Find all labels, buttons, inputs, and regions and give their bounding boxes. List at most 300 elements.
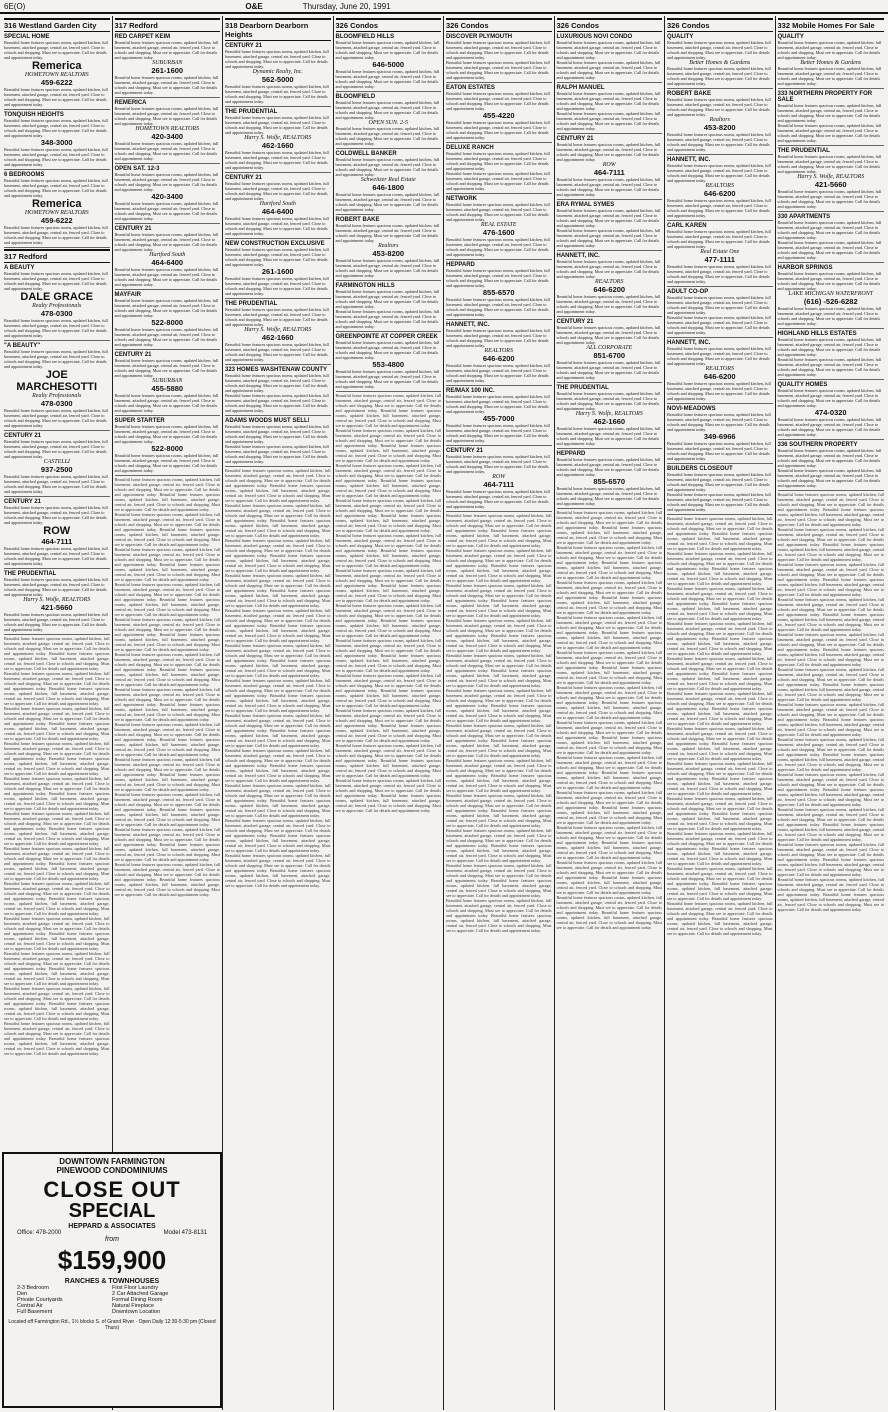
classified-ad <box>446 144 552 194</box>
fine-print: Beautiful home features spacious rooms, updated kitchen, full basement, attached garage, central air, fenced yard. Close to schools and shopping. Must see to appreciate. Call for details and appointment today. Beautiful home features spacious rooms, updated kitchen, full basement, attached garage, central air, fenced yard. Close to schools and shopping. Must see to appreciate. Call for details and appointment today. <box>4 776 110 811</box>
fine-print: Beautiful home features spacious rooms, updated kitchen, full basement, attached garage, central air, fenced yard. Close to schools and shopping. Must see to appreciate. Call for details and appointment today. Beautiful home features spacious rooms, updated kitchen, full basement, attached garage, central air, fenced yard. Close to schools and shopping. Must see to appreciate. Call for details and appointment today. <box>446 758 552 793</box>
classified-ad <box>446 321 552 386</box>
classified-ad <box>778 147 885 212</box>
ad-body: Beautiful home features spacious rooms, updated kitchen, full basement, attached garage, central air, fenced yard. Close to schools and shopping. Must see to appreciate. Call for details and appointment today. <box>335 309 440 329</box>
ad-headline: DELUXE RANCH <box>446 145 494 151</box>
fine-print: Beautiful home features spacious rooms, updated kitchen, full basement, attached garage, central air, fenced yard. Close to schools and shopping. Must see to appreciate. Call for details and appointment today. Beautiful home features spacious rooms, updated kitchen, full basement, attached garage, central air, fenced yard. Close to schools and shopping. Must see to appreciate. Call for details and appointment today. <box>4 811 110 846</box>
ad-headline: ERA RYMAL SYMES <box>556 202 615 208</box>
ad-subline: Schweitzer Real Estate <box>360 177 416 183</box>
ad-body: Beautiful home features spacious rooms, updated kitchen, full basement, attached garage, central air, fenced yard. Close to schools and shopping. Must see to appreciate. Call for details and appointment today. <box>667 97 771 117</box>
fine-print: Beautiful home features spacious rooms, updated kitchen, full basement, attached garage, central air, fenced yard. Close to schools and shopping. Must see to appreciate. Call for details and appointment today. Beautiful home features spacious rooms, updated kitchen, full basement, attached garage, central air, fenced yard. Close to schools and shopping. Must see to appreciate. Call for details and appointment today. <box>335 638 441 673</box>
ad-body: Beautiful home features spacious rooms, updated kitchen, full basement, attached garage, central air, fenced yard. Close to schools and shopping. Must see to appreciate. Call for details and appointment today. <box>556 142 661 162</box>
fine-print: Beautiful home features spacious rooms, updated kitchen, full basement, attached garage, central air, fenced yard. Close to schools and shopping. Must see to appreciate. Call for details and appointment today. Beautiful home features spacious rooms, updated kitchen, full basement, attached garage, central air, fenced yard. Close to schools and shopping. Must see to appreciate. Call for details and appointment today. <box>225 678 331 713</box>
ad-body: Beautiful home features spacious rooms, updated kitchen, full basement, attached garage, central air, fenced yard. Close to schools and shopping. Must see to appreciate. Call for details and appointment today. <box>225 247 329 267</box>
ad-body: Beautiful home features spacious rooms, updated kitchen, full basement, attached garage, central air, fenced yard. Close to schools and shopping. Must see to appreciate. Call for details and appointment today. <box>556 457 661 477</box>
pinewood-promo-ad <box>2 1152 222 1408</box>
ad-subline: Realtors <box>378 243 399 249</box>
ad-headline: CENTURY 21 <box>4 433 42 439</box>
ad-subline: SUBURBAN <box>152 60 183 66</box>
fine-print: Beautiful home features spacious rooms, updated kitchen, full basement, attached garage, central air, fenced yard. Close to schools and shopping. Must see to appreciate. Call for details and appointment today. Beautiful home features spacious rooms, updated kitchen, full basement, attached garage, central air, fenced yard. Close to schools and shopping. Must see to appreciate. Call for details and appointment today. <box>114 512 220 547</box>
ad-body: Beautiful home features spacious rooms, updated kitchen, full basement, attached garage, central air, fenced yard. Close to schools and shopping. Must see to appreciate. Call for details and appointment today. <box>4 147 108 167</box>
column-7 <box>665 16 776 1410</box>
ad-subline: REALTORS <box>705 183 734 189</box>
classified-ad <box>115 165 221 224</box>
ad-headline: RALPH MANUEL <box>556 85 605 91</box>
fine-print: Beautiful home features spacious rooms, updated kitchen, full basement, attached garage, central air, fenced yard. Close to schools and shopping. Must see to appreciate. Call for details and appointment today. Beautiful home features spacious rooms, updated kitchen, full basement, attached garage, central air, fenced yard. Close to schools and shopping. Must see to appreciate. Call for details and appointment today. <box>225 608 331 643</box>
promo-agency: HEPPARD & ASSOCIATES <box>68 1223 156 1230</box>
column-8 <box>776 16 887 1410</box>
fine-print: Beautiful home features spacious rooms, updated kitchen, full basement, attached garage, central air, fenced yard. Close to schools and shopping. Must see to appreciate. Call for details and appointment today. Beautiful home features spacious rooms, updated kitchen, full basement, attached garage, central air, fenced yard. Close to schools and shopping. Must see to appreciate. Call for details and appointment today. <box>114 862 220 897</box>
ad-headline: EATON ESTATES <box>446 85 495 91</box>
ad-body: Beautiful home features spacious rooms, updated kitchen, full basement, attached garage, central air, fenced yard. Close to schools and shopping. Must see to appreciate. Call for details and appointment today. <box>446 489 550 509</box>
fine-print: Beautiful home features spacious rooms, updated kitchen, full basement, attached garage, central air, fenced yard. Close to schools and shopping. Must see to appreciate. Call for details and appointment today. Beautiful home features spacious rooms, updated kitchen, full basement, attached garage, central air, fenced yard. Close to schools and shopping. Must see to appreciate. Call for details and appointment today. <box>667 901 773 936</box>
ad-body: Beautiful home features spacious rooms, updated kitchen, full basement, attached garage, central air, fenced yard. Close to schools and shopping. Must see to appreciate. Call for details and appointment today. <box>556 228 661 248</box>
classified-ad <box>557 318 663 383</box>
fine-print: Beautiful home features spacious rooms, updated kitchen, full basement, attached garage, central air, fenced yard. Close to schools and shopping. Must see to appreciate. Call for details and appointment today. Beautiful home features spacious rooms, updated kitchen, full basement, attached garage, central air, fenced yard. Close to schools and shopping. Must see to appreciate. Call for details and appointment today. <box>667 691 773 726</box>
ad-body: Beautiful home features spacious rooms, updated kitchen, full basement, attached garage, central air, fenced yard. Close to schools and shopping. Must see to appreciate. Call for details and appointment today. <box>777 103 882 123</box>
ad-brand: Remerica <box>31 60 82 72</box>
fine-print: Beautiful home features spacious rooms, updated kitchen, full basement, attached garage, central air, fenced yard. Close to schools and shopping. Must see to appreciate. Call for details and appointment today. Beautiful home features spacious rooms, updated kitchen, full basement, attached garage, central air, fenced yard. Close to schools and shopping. Must see to appreciate. Call for details and appointment today. <box>667 831 773 866</box>
ad-body: Beautiful home features spacious rooms, updated kitchen, full basement, attached garage, central air, fenced yard. Close to schools and shopping. Must see to appreciate. Call for details and appointment today. <box>667 412 771 432</box>
fine-print: Beautiful home features spacious rooms, updated kitchen, full basement, attached garage, central air, fenced yard. Close to schools and shopping. Must see to appreciate. Call for details and appointment today. Beautiful home features spacious rooms, updated kitchen, full basement, attached garage, central air, fenced yard. Close to schools and shopping. Must see to appreciate. Call for details and appointment today. <box>556 650 662 685</box>
classified-ad <box>115 99 221 164</box>
fine-print: Beautiful home features spacious rooms, updated kitchen, full basement, attached garage, central air, fenced yard. Close to schools and shopping. Must see to appreciate. Call for details and appointment today. Beautiful home features spacious rooms, updated kitchen, full basement, attached garage, central air, fenced yard. Close to schools and shopping. Must see to appreciate. Call for details and appointment today. <box>225 503 331 538</box>
ad-headline: THE PRUDENTIAL <box>4 571 57 577</box>
ad-subline: REALTORS <box>705 366 734 372</box>
classified-ad <box>446 447 552 512</box>
fine-print: Beautiful home features spacious rooms, updated kitchen, full basement, attached garage, central air, fenced yard. Close to schools and shopping. Must see to appreciate. Call for details and appointment today. Beautiful home features spacious rooms, updated kitchen, full basement, attached garage, central air, fenced yard. Close to schools and shopping. Must see to appreciate. Call for details and appointment today. <box>777 772 884 807</box>
ad-body: Beautiful home features spacious rooms, updated kitchen, full basement, attached garage, central air, fenced yard. Close to schools and shopping. Must see to appreciate. Call for details and appointment today. <box>667 198 771 218</box>
classified-ad <box>115 417 221 476</box>
ad-headline: HEPPARD <box>556 451 586 457</box>
ad-headline: OPEN SAT. 12-3 <box>114 166 160 172</box>
classified-ad <box>778 33 885 89</box>
ad-phone: 421-5660 <box>814 180 847 189</box>
fine-print: Beautiful home features spacious rooms, updated kitchen, full basement, attached garage, central air, fenced yard. Close to schools and shopping. Must see to appreciate. Call for details and appointment today. Beautiful home features spacious rooms, updated kitchen, full basement, attached garage, central air, fenced yard. Close to schools and shopping. Must see to appreciate. Call for details and appointment today. <box>114 792 220 827</box>
ad-headline: SUPER STARTER <box>114 418 165 424</box>
promo-price: $159,900 <box>57 1245 167 1275</box>
ad-phone: 462-1660 <box>593 417 626 426</box>
fine-print: Beautiful home features spacious rooms, updated kitchen, full basement, attached garage, central air, fenced yard. Close to schools and shopping. Must see to appreciate. Call for details and appointment today. Beautiful home features spacious rooms, updated kitchen, full basement, attached garage, central air, fenced yard. Close to schools and shopping. Must see to appreciate. Call for details and appointment today. <box>335 533 441 568</box>
issue-date: Thursday, June 20, 1991 <box>302 1 391 11</box>
ad-subline: Harry S. Wolfe, REALTORS <box>797 174 865 180</box>
fine-print: Beautiful home features spacious rooms, updated kitchen, full basement, attached garage, central air, fenced yard. Close to schools and shopping. Must see to appreciate. Call for details and appointment today. Beautiful home features spacious rooms, updated kitchen, full basement, attached garage, central air, fenced yard. Close to schools and shopping. Must see to appreciate. Call for details and appointment today. <box>4 916 110 951</box>
ad-phone: 646-5000 <box>372 60 405 69</box>
ad-subline: Hartford South <box>259 201 296 207</box>
classified-ad <box>446 33 552 83</box>
ad-headline: QUALITY <box>667 34 694 40</box>
ad-headline: ROBERT BAKE <box>335 217 380 223</box>
ad-subline: Better Homes & Gardens <box>800 60 862 66</box>
ad-body: Beautiful home features spacious rooms, updated kitchen, full basement, attached garage, central air, fenced yard. Close to schools and shopping. Must see to appreciate. Call for details and appointment today. <box>446 171 550 191</box>
ad-headline: DISCOVER PLYMOUTH <box>446 34 513 40</box>
ad-body: Beautiful home features spacious rooms, updated kitchen, full basement, attached garage, central air, fenced yard. Close to schools and shopping. Must see to appreciate. Call for details and appointment today. <box>446 120 550 140</box>
ad-phone: 349-6966 <box>703 432 736 441</box>
fine-print: Beautiful home features spacious rooms, updated kitchen, full basement, attached garage, central air, fenced yard. Close to schools and shopping. Must see to appreciate. Call for details and appointment today. Beautiful home features spacious rooms, updated kitchen, full basement, attached garage, central air, fenced yard. Close to schools and shopping. Must see to appreciate. Call for details and appointment today. <box>556 755 662 790</box>
ad-subline: REAL ESTATE <box>480 222 517 228</box>
classified-ad <box>4 498 110 569</box>
fine-print: Beautiful home features spacious rooms, updated kitchen, full basement, attached garage, central air, fenced yard. Close to schools and shopping. Must see to appreciate. Call for details and appointment today. Beautiful home features spacious rooms, updated kitchen, full basement, attached garage, central air, fenced yard. Close to schools and shopping. Must see to appreciate. Call for details and appointment today. <box>556 895 662 930</box>
ad-body: Beautiful home features spacious rooms, updated kitchen, full basement, attached garage, central air, fenced yard. Close to schools and shopping. Must see to appreciate. Call for details and appointment today. <box>225 373 329 393</box>
ad-body: Beautiful home features spacious rooms, updated kitchen, full basement, attached garage, central air, fenced yard. Close to schools and shopping. Must see to appreciate. Call for details and appointment today. <box>556 360 661 380</box>
ad-body: Beautiful home features spacious rooms, updated kitchen, full basement, attached garage, central air, fenced yard. Close to schools and shopping. Must see to appreciate. Call for details and appointment today. <box>4 439 108 459</box>
classified-ad <box>778 381 885 440</box>
classified-ad <box>336 333 442 392</box>
classified-ad <box>557 84 663 134</box>
ad-body: Beautiful home features spacious rooms, updated kitchen, full basement, attached garage, central air, fenced yard. Close to schools and shopping. Must see to appreciate. Call for details and appointment today. <box>225 393 329 413</box>
ad-body: Beautiful home features spacious rooms, updated kitchen, full basement, attached garage, central air, fenced yard. Close to schools and shopping. Must see to appreciate. Call for details and appointment today. <box>335 157 440 177</box>
ad-headline: 330 APARTMENTS <box>777 214 831 220</box>
ad-body: Beautiful home features spacious rooms, updated kitchen, full basement, attached garage, central air, fenced yard. Close to schools and shopping. Must see to appreciate. Call for details and appointment today. <box>777 357 882 377</box>
fine-print: Beautiful home features spacious rooms, updated kitchen, full basement, attached garage, central air, fenced yard. Close to schools and shopping. Must see to appreciate. Call for details and appointment today. Beautiful home features spacious rooms, updated kitchen, full basement, attached garage, central air, fenced yard. Close to schools and shopping. Must see to appreciate. Call for details and appointment today. <box>556 720 662 755</box>
fine-print: Beautiful home features spacious rooms, updated kitchen, full basement, attached garage, central air, fenced yard. Close to schools and shopping. Must see to appreciate. Call for details and appointment today. Beautiful home features spacious rooms, updated kitchen, full basement, attached garage, central air, fenced yard. Close to schools and shopping. Must see to appreciate. Call for details and appointment today. <box>667 621 773 656</box>
ad-phone: 420-3400 <box>151 192 184 201</box>
ad-subline: CASTELLI <box>43 459 70 465</box>
classified-ad <box>557 252 663 317</box>
ad-body: Beautiful home features spacious rooms, updated kitchen, full basement, attached garage, central air, fenced yard. Close to schools and shopping. Must see to appreciate. Call for details and appointment today. <box>114 172 219 192</box>
ad-headline: HANNETT, INC. <box>556 253 600 259</box>
ad-headline: A BEAUTY <box>4 265 35 271</box>
fine-print: Beautiful home features spacious rooms, updated kitchen, full basement, attached garage, central air, fenced yard. Close to schools and shopping. Must see to appreciate. Call for details and appointment today. Beautiful home features spacious rooms, updated kitchen, full basement, attached garage, central air, fenced yard. Close to schools and shopping. Must see to appreciate. Call for details and appointment today. <box>225 818 331 853</box>
ad-subline: Better Homes & Gardens <box>689 60 751 66</box>
ad-headline: COLDWELL BANKER <box>335 151 397 157</box>
ad-phone: 464-7111 <box>483 480 515 489</box>
fine-print: Beautiful home features spacious rooms, updated kitchen, full basement, attached garage, central air, fenced yard. Close to schools and shopping. Must see to appreciate. Call for details and appointment today. Beautiful home features spacious rooms, updated kitchen, full basement, attached garage, central air, fenced yard. Close to schools and shopping. Must see to appreciate. Call for details and appointment today. <box>114 757 220 792</box>
ad-subline: Real Estate One <box>700 249 740 255</box>
ad-body: Beautiful home features spacious rooms, updated kitchen, full basement, attached garage, central air, fenced yard. Close to schools and shopping. Must see to appreciate. Call for details and appointment today. <box>556 91 661 111</box>
ad-headline: ADULT CO-OP <box>667 289 709 295</box>
promo-amenity: Downtown Location <box>112 1309 161 1315</box>
fine-print: Beautiful home features spacious rooms, updated kitchen, full basement, attached garage, central air, fenced yard. Close to schools and shopping. Must see to appreciate. Call for details and appointment today. Beautiful home features spacious rooms, updated kitchen, full basement, attached garage, central air, fenced yard. Close to schools and shopping. Must see to appreciate. Call for details and appointment today. <box>446 828 552 863</box>
classified-ad <box>336 93 442 149</box>
ad-body: Beautiful home features spacious rooms, updated kitchen, full basement, attached garage, central air, fenced yard. Close to schools and shopping. Must see to appreciate. Call for details and appointment today. <box>4 225 108 245</box>
ad-body: Beautiful home features spacious rooms, updated kitchen, full basement, attached garage, central air, fenced yard. Close to schools and shopping. Must see to appreciate. Call for details and appointment today. <box>777 337 882 357</box>
ad-headline: 6 BEDROOMS <box>4 172 45 178</box>
ad-phone: 261-1600 <box>261 267 294 276</box>
ad-phone: 455-7000 <box>482 414 515 423</box>
promo-from: from <box>105 1236 119 1243</box>
fine-print: Beautiful home features spacious rooms, updated kitchen, full basement, attached garage, central air, fenced yard. Close to schools and shopping. Must see to appreciate. Call for details and appointment today. Beautiful home features spacious rooms, updated kitchen, full basement, attached garage, central air, fenced yard. Close to schools and shopping. Must see to appreciate. Call for details and appointment today. <box>225 573 331 608</box>
fine-print: Beautiful home features spacious rooms, updated kitchen, full basement, attached garage, central air, fenced yard. Close to schools and shopping. Must see to appreciate. Call for details and appointment today. Beautiful home features spacious rooms, updated kitchen, full basement, attached garage, central air, fenced yard. Close to schools and shopping. Must see to appreciate. Call for details and appointment today. <box>114 617 220 652</box>
ad-body: Beautiful home features spacious rooms, updated kitchen, full basement, attached garage, central air, fenced yard. Close to schools and shopping. Must see to appreciate. Call for details and appointment today. <box>446 151 550 171</box>
promo-amenities <box>7 1285 217 1315</box>
classified-ad <box>446 387 552 446</box>
ad-phone: 459-6222 <box>40 78 73 87</box>
ad-body: Beautiful home features spacious rooms, updated kitchen, full basement, attached garage, central air, fenced yard. Close to schools and shopping. Must see to appreciate. Call for details and appointment today. <box>667 381 771 401</box>
fine-print: Beautiful home features spacious rooms, updated kitchen, full basement, attached garage, central air, fenced yard. Close to schools and shopping. Must see to appreciate. Call for details and appointment today. Beautiful home features spacious rooms, updated kitchen, full basement, attached garage, central air, fenced yard. Close to schools and shopping. Must see to appreciate. Call for details and appointment today. <box>777 667 884 702</box>
ad-headline: SPECIAL HOME <box>4 34 50 40</box>
classified-ad <box>4 264 110 341</box>
ad-headline: 323 HOMES WASHTENAW COUNTY <box>225 367 328 373</box>
ad-headline: HANNETT, INC. <box>446 322 490 328</box>
ad-headline: BLOOMFIELD <box>335 94 376 100</box>
ad-body: Beautiful home features spacious rooms, updated kitchen, full basement, attached garage, central air, fenced yard. Close to schools and shopping. Must see to appreciate. Call for details and appointment today. <box>556 325 661 345</box>
ad-headline: HARBOR SPRINGS <box>777 265 833 271</box>
ad-phone: 464-6400 <box>261 207 294 216</box>
promo-amenity: Full Basement <box>17 1309 53 1315</box>
fine-print: Beautiful home features spacious rooms, updated kitchen, full basement, attached garage, central air, fenced yard. Close to schools and shopping. Must see to appreciate. Call for details and appointment today. Beautiful home features spacious rooms, updated kitchen, full basement, attached garage, central air, fenced yard. Close to schools and shopping. Must see to appreciate. Call for details and appointment today. <box>335 463 441 498</box>
ad-body: Beautiful home features spacious rooms, updated kitchen, full basement, attached garage, central air, fenced yard. Close to schools and shopping. Must see to appreciate. Call for details and appointment today. <box>114 141 219 161</box>
page-number: 6E(O) <box>4 1 26 11</box>
ad-phone: 562-5000 <box>261 75 294 84</box>
ad-body: Beautiful home features spacious rooms, updated kitchen, full basement, attached garage, central air, fenced yard. Close to schools and shopping. Must see to appreciate. Call for details and appointment today. <box>777 306 882 326</box>
ad-subline: SUBURBAN <box>152 378 183 384</box>
fine-print: Beautiful home features spacious rooms, updated kitchen, full basement, attached garage, central air, fenced yard. Close to schools and shopping. Must see to appreciate. Call for details and appointment today. Beautiful home features spacious rooms, updated kitchen, full basement, attached garage, central air, fenced yard. Close to schools and shopping. Must see to appreciate. Call for details and appointment today. <box>667 516 773 551</box>
fine-print: Beautiful home features spacious rooms, updated kitchen, full basement, attached garage, central air, fenced yard. Close to schools and shopping. Must see to appreciate. Call for details and appointment today. Beautiful home features spacious rooms, updated kitchen, full basement, attached garage, central air, fenced yard. Close to schools and shopping. Must see to appreciate. Call for details and appointment today. <box>446 793 552 828</box>
ad-phone: 464-7111 <box>41 537 73 546</box>
ad-body: Beautiful home features spacious rooms, updated kitchen, full basement, attached garage, central air, fenced yard. Close to schools and shopping. Must see to appreciate. Call for details and appointment today. <box>777 123 882 143</box>
ad-headline: THE PRUDENTIAL <box>225 301 278 307</box>
ad-body: Beautiful home features spacious rooms, updated kitchen, full basement, attached garage, central air, fenced yard. Close to schools and shopping. Must see to appreciate. Call for details and appointment today. <box>556 208 661 228</box>
ad-phone: 455-5880 <box>151 384 184 393</box>
ad-body: Beautiful home features spacious rooms, updated kitchen, full basement, attached garage, central air, fenced yard. Close to schools and shopping. Must see to appreciate. Call for details and appointment today. <box>446 91 550 111</box>
ad-body: Beautiful home features spacious rooms, updated kitchen, full basement, attached garage, central air, fenced yard. Close to schools and shopping. Must see to appreciate. Call for details and appointment today. <box>777 417 882 437</box>
fine-print: Beautiful home features spacious rooms, updated kitchen, full basement, attached garage, central air, fenced yard. Close to schools and shopping. Must see to appreciate. Call for details and appointment today. Beautiful home features spacious rooms, updated kitchen, full basement, attached garage, central air, fenced yard. Close to schools and shopping. Must see to appreciate. Call for details and appointment today. <box>667 866 773 901</box>
ad-body: Beautiful home features spacious rooms, updated kitchen, full basement, attached garage, central air, fenced yard. Close to schools and shopping. Must see to appreciate. Call for details and appointment today. <box>335 258 440 278</box>
ad-body: Beautiful home features spacious rooms, updated kitchen, full basement, attached garage, central air, fenced yard. Close to schools and shopping. Must see to appreciate. Call for details and appointment today. <box>335 192 440 212</box>
classified-ad <box>667 33 773 89</box>
ad-headline: MAYFAIR <box>114 292 141 298</box>
section-heading: 317 Redford <box>4 249 110 263</box>
fine-print: Beautiful home features spacious rooms, updated kitchen, full basement, attached garage, central air, fenced yard. Close to schools and shopping. Must see to appreciate. Call for details and appointment today. Beautiful home features spacious rooms, updated kitchen, full basement, attached garage, central air, fenced yard. Close to schools and shopping. Must see to appreciate. Call for details and appointment today. <box>4 671 110 706</box>
ad-body: Beautiful home features spacious rooms, updated kitchen, full basement, attached garage, central air, fenced yard. Close to schools and shopping. Must see to appreciate. Call for details and appointment today. <box>114 40 219 60</box>
promo-line2: PINEWOOD CONDOMINIUMS <box>56 1166 168 1175</box>
ad-body: Beautiful home features spacious rooms, updated kitchen, full basement, attached garage, central air, fenced yard. Close to schools and shopping. Must see to appreciate. Call for details and appointment today. <box>335 100 440 120</box>
ad-body: Beautiful home features spacious rooms, updated kitchen, full basement, attached garage, central air, fenced yard. Close to schools and shopping. Must see to appreciate. Call for details and appointment today. <box>114 327 219 347</box>
classified-ad <box>115 225 221 290</box>
ad-phone: 522-8000 <box>151 318 184 327</box>
classified-ad <box>4 570 110 635</box>
classified-ad <box>667 222 773 287</box>
ad-body: Beautiful home features spacious rooms, updated kitchen, full basement, attached garage, central air, fenced yard. Close to schools and shopping. Must see to appreciate. Call for details and appointment today. <box>114 267 219 287</box>
ad-phone: 474-0320 <box>814 408 847 417</box>
ad-headline: NEW CONSTRUCTION EXCLUSIVE <box>225 241 325 247</box>
ad-body: Beautiful home features spacious rooms, updated kitchen, full basement, attached garage, central air, fenced yard. Close to schools and shopping. Must see to appreciate. Call for details and appointment today. <box>114 453 219 473</box>
ad-body: Beautiful home features spacious rooms, updated kitchen, full basement, attached garage, central air, fenced yard. Close to schools and shopping. Must see to appreciate. Call for details and appointment today. <box>667 472 771 492</box>
fine-print: Beautiful home features spacious rooms, updated kitchen, full basement, attached garage, central air, fenced yard. Close to schools and shopping. Must see to appreciate. Call for details and appointment today. Beautiful home features spacious rooms, updated kitchen, full basement, attached garage, central air, fenced yard. Close to schools and shopping. Must see to appreciate. Call for details and appointment today. <box>446 688 552 723</box>
ad-body: Beautiful home features spacious rooms, updated kitchen, full basement, attached garage, central air, fenced yard. Close to schools and shopping. Must see to appreciate. Call for details and appointment today. <box>335 40 440 60</box>
ad-body: Beautiful home features spacious rooms, updated kitchen, full basement, attached garage, central air, fenced yard. Close to schools and shopping. Must see to appreciate. Call for details and appointment today. <box>4 40 108 60</box>
classified-ad <box>4 171 110 248</box>
ad-body: Beautiful home features spacious rooms, updated kitchen, full basement, attached garage, central air, fenced yard. Close to schools and shopping. Must see to appreciate. Call for details and appointment today. <box>667 163 771 183</box>
ad-headline: CENTURY 21 <box>225 43 263 49</box>
ad-headline: QUALITY HOMES <box>777 382 828 388</box>
promo-amenity: Den <box>17 1291 28 1297</box>
fine-print: Beautiful home features spacious rooms, updated kitchen, full basement, attached garage, central air, fenced yard. Close to schools and shopping. Must see to appreciate. Call for details and appointment today. Beautiful home features spacious rooms, updated kitchen, full basement, attached garage, central air, fenced yard. Close to schools and shopping. Must see to appreciate. Call for details and appointment today. <box>114 722 220 757</box>
section-heading: 318 Dearborn Dearborn Heights <box>225 18 331 41</box>
fine-print: Beautiful home features spacious rooms, updated kitchen, full basement, attached garage, central air, fenced yard. Close to schools and shopping. Must see to appreciate. Call for details and appointment today. Beautiful home features spacious rooms, updated kitchen, full basement, attached garage, central air, fenced yard. Close to schools and shopping. Must see to appreciate. Call for details and appointment today. <box>4 986 110 1021</box>
classified-ad <box>667 288 773 338</box>
ad-body: Beautiful home features spacious rooms, updated kitchen, full basement, attached garage, central air, fenced yard. Close to schools and shopping. Must see to appreciate. Call for details and appointment today. <box>114 201 219 221</box>
ad-body: Beautiful home features spacious rooms, updated kitchen, full basement, attached garage, central air, fenced yard. Close to schools and shopping. Must see to appreciate. Call for details and appointment today. <box>335 126 440 146</box>
ad-body: Beautiful home features spacious rooms, updated kitchen, full basement, attached garage, central air, fenced yard. Close to schools and shopping. Must see to appreciate. Call for details and appointment today. <box>667 295 771 315</box>
fine-print: Beautiful home features spacious rooms, updated kitchen, full basement, attached garage, central air, fenced yard. Close to schools and shopping. Must see to appreciate. Call for details and appointment today. Beautiful home features spacious rooms, updated kitchen, full basement, attached garage, central air, fenced yard. Close to schools and shopping. Must see to appreciate. Call for details and appointment today. <box>335 743 441 778</box>
ad-brand: ROW <box>43 525 71 537</box>
ad-phone: 348-3000 <box>40 138 73 147</box>
ad-body: Beautiful home features spacious rooms, updated kitchen, full basement, attached garage, central air, fenced yard. Close to schools and shopping. Must see to appreciate. Call for details and appointment today. <box>114 358 219 378</box>
ad-headline: CENTURY 21 <box>114 226 152 232</box>
fine-print: Beautiful home features spacious rooms, updated kitchen, full basement, attached garage, central air, fenced yard. Close to schools and shopping. Must see to appreciate. Call for details and appointment today. Beautiful home features spacious rooms, updated kitchen, full basement, attached garage, central air, fenced yard. Close to schools and shopping. Must see to appreciate. Call for details and appointment today. <box>777 877 884 912</box>
fine-print: Beautiful home features spacious rooms, updated kitchen, full basement, attached garage, central air, fenced yard. Close to schools and shopping. Must see to appreciate. Call for details and appointment today. Beautiful home features spacious rooms, updated kitchen, full basement, attached garage, central air, fenced yard. Close to schools and shopping. Must see to appreciate. Call for details and appointment today. <box>777 562 884 597</box>
fine-print: Beautiful home features spacious rooms, updated kitchen, full basement, attached garage, central air, fenced yard. Close to schools and shopping. Must see to appreciate. Call for details and appointment today. Beautiful home features spacious rooms, updated kitchen, full basement, attached garage, central air, fenced yard. Close to schools and shopping. Must see to appreciate. Call for details and appointment today. <box>446 653 552 688</box>
fine-print: Beautiful home features spacious rooms, updated kitchen, full basement, attached garage, central air, fenced yard. Close to schools and shopping. Must see to appreciate. Call for details and appointment today. Beautiful home features spacious rooms, updated kitchen, full basement, attached garage, central air, fenced yard. Close to schools and shopping. Must see to appreciate. Call for details and appointment today. <box>114 547 220 582</box>
fine-print: Beautiful home features spacious rooms, updated kitchen, full basement, attached garage, central air, fenced yard. Close to schools and shopping. Must see to appreciate. Call for details and appointment today. Beautiful home features spacious rooms, updated kitchen, full basement, attached garage, central air, fenced yard. Close to schools and shopping. Must see to appreciate. Call for details and appointment today. <box>777 632 884 667</box>
classified-ad <box>778 330 885 380</box>
fine-print: Beautiful home features spacious rooms, updated kitchen, full basement, attached garage, central air, fenced yard. Close to schools and shopping. Must see to appreciate. Call for details and appointment today. Beautiful home features spacious rooms, updated kitchen, full basement, attached garage, central air, fenced yard. Close to schools and shopping. Must see to appreciate. Call for details and appointment today. <box>4 706 110 741</box>
classified-ad <box>778 213 885 263</box>
ad-phone: 453-8200 <box>703 123 736 132</box>
classified-ad <box>336 216 442 281</box>
ad-body: Beautiful home features spacious rooms, updated kitchen, full basement, attached garage, central air, fenced yard. Close to schools and shopping. Must see to appreciate. Call for details and appointment today. <box>667 132 771 152</box>
fine-print: Beautiful home features spacious rooms, updated kitchen, full basement, attached garage, central air, fenced yard. Close to schools and shopping. Must see to appreciate. Call for details and appointment today. Beautiful home features spacious rooms, updated kitchen, full basement, attached garage, central air, fenced yard. Close to schools and shopping. Must see to appreciate. Call for details and appointment today. <box>777 842 884 877</box>
paper-name: O&E <box>245 1 263 11</box>
classified-ad <box>115 291 221 350</box>
ad-headline: CENTURY 21 <box>446 448 484 454</box>
fine-print: Beautiful home features spacious rooms, updated kitchen, full basement, attached garage, central air, fenced yard. Close to schools and shopping. Must see to appreciate. Call for details and appointment today. Beautiful home features spacious rooms, updated kitchen, full basement, attached garage, central air, fenced yard. Close to schools and shopping. Must see to appreciate. Call for details and appointment today. <box>4 1021 110 1056</box>
ad-phone: 646-6200 <box>482 354 515 363</box>
ad-body: Beautiful home features spacious rooms, updated kitchen, full basement, attached garage, central air, fenced yard. Close to schools and shopping. Must see to appreciate. Call for details and appointment today. <box>446 454 550 474</box>
fine-print: Beautiful home features spacious rooms, updated kitchen, full basement, attached garage, central air, fenced yard. Close to schools and shopping. Must see to appreciate. Call for details and appointment today. Beautiful home features spacious rooms, updated kitchen, full basement, attached garage, central air, fenced yard. Close to schools and shopping. Must see to appreciate. Call for details and appointment today. <box>446 618 552 653</box>
ad-subline: HOMETOWN REALTORS <box>24 210 89 216</box>
column-3 <box>223 16 334 1410</box>
ad-body: Beautiful home features spacious rooms, updated kitchen, full basement, attached garage, central air, fenced yard. Close to schools and shopping. Must see to appreciate. Call for details and appointment today. <box>4 318 108 338</box>
fine-print: Beautiful home features spacious rooms, updated kitchen, full basement, attached garage, central air, fenced yard. Close to schools and shopping. Must see to appreciate. Call for details and appointment today. Beautiful home features spacious rooms, updated kitchen, full basement, attached garage, central air, fenced yard. Close to schools and shopping. Must see to appreciate. Call for details and appointment today. <box>4 846 110 881</box>
classified-ad <box>336 282 442 332</box>
fine-print: Beautiful home features spacious rooms, updated kitchen, full basement, attached garage, central air, fenced yard. Close to schools and shopping. Must see to appreciate. Call for details and appointment today. Beautiful home features spacious rooms, updated kitchen, full basement, attached garage, central air, fenced yard. Close to schools and shopping. Must see to appreciate. Call for details and appointment today. <box>335 778 441 813</box>
fine-print: Beautiful home features spacious rooms, updated kitchen, full basement, attached garage, central air, fenced yard. Close to schools and shopping. Must see to appreciate. Call for details and appointment today. Beautiful home features spacious rooms, updated kitchen, full basement, attached garage, central air, fenced yard. Close to schools and shopping. Must see to appreciate. Call for details and appointment today. <box>225 783 331 818</box>
section-heading: 326 Condos <box>557 18 663 32</box>
ad-body: Beautiful home features spacious rooms, updated kitchen, full basement, attached garage, central air, fenced yard. Close to schools and shopping. Must see to appreciate. Call for details and appointment today. <box>335 69 440 89</box>
classified-ad <box>336 33 442 92</box>
fine-print: Beautiful home features spacious rooms, updated kitchen, full basement, attached garage, central air, fenced yard. Close to schools and shopping. Must see to appreciate. Call for details and appointment today. Beautiful home features spacious rooms, updated kitchen, full basement, attached garage, central air, fenced yard. Close to schools and shopping. Must see to appreciate. Call for details and appointment today. <box>4 881 110 916</box>
ad-body: Beautiful home features spacious rooms, updated kitchen, full basement, attached garage, central air, fenced yard. Close to schools and shopping. Must see to appreciate. Call for details and appointment today. <box>446 237 550 257</box>
fine-print: Beautiful home features spacious rooms, updated kitchen, full basement, attached garage, central air, fenced yard. Close to schools and shopping. Must see to appreciate. Call for details and appointment today. Beautiful home features spacious rooms, updated kitchen, full basement, attached garage, central air, fenced yard. Close to schools and shopping. Must see to appreciate. Call for details and appointment today. <box>777 702 884 737</box>
ad-brand: DALE GRACE <box>20 291 94 303</box>
ad-body: Beautiful home features spacious rooms, updated kitchen, full basement, attached garage, central air, fenced yard. Close to schools and shopping. Must see to appreciate. Call for details and appointment today. <box>225 181 329 201</box>
promo-footer: Located off Farmington Rd., 1½ blocks S. of Grand River · Open Daily 12:30-5:30 pm (Closed Thurs) <box>8 1319 216 1331</box>
classified-ad <box>225 240 331 299</box>
classified-ad <box>4 111 110 170</box>
ad-phone: 455-4220 <box>482 111 515 120</box>
ad-headline: THE PRUDENTIAL <box>556 385 609 391</box>
section-heading: 332 Mobile Homes For Sale <box>778 18 885 32</box>
ad-body: Beautiful home features spacious rooms, updated kitchen, full basement, attached garage, central air, fenced yard. Close to schools and shopping. Must see to appreciate. Call for details and appointment today. <box>4 474 108 494</box>
ad-body: Beautiful home features spacious rooms, updated kitchen, full basement, attached garage, central air, fenced yard. Close to schools and shopping. Must see to appreciate. Call for details and appointment today. <box>225 424 329 444</box>
promo-model: Model 473-8131 <box>163 1230 207 1236</box>
ad-headline: HANNETT, INC. <box>667 340 711 346</box>
ad-headline: CENTURY 21 <box>4 499 42 505</box>
ad-body: Beautiful home features spacious rooms, updated kitchen, full basement, attached garage, central air, fenced yard. Close to schools and shopping. Must see to appreciate. Call for details and appointment today. <box>667 40 771 60</box>
fine-print: Beautiful home features spacious rooms, updated kitchen, full basement, attached garage, central air, fenced yard. Close to schools and shopping. Must see to appreciate. Call for details and appointment today. Beautiful home features spacious rooms, updated kitchen, full basement, attached garage, central air, fenced yard. Close to schools and shopping. Must see to appreciate. Call for details and appointment today. <box>556 790 662 825</box>
ad-brand: Remerica <box>31 198 82 210</box>
ad-body: Beautiful home features spacious rooms, updated kitchen, full basement, attached garage, central air, fenced yard. Close to schools and shopping. Must see to appreciate. Call for details and appointment today. <box>446 363 550 383</box>
promo-office: Office: 478-2000 <box>17 1230 62 1236</box>
ad-headline: CENTURY 21 <box>114 352 152 358</box>
fine-print: Beautiful home features spacious rooms, updated kitchen, full basement, attached garage, central air, fenced yard. Close to schools and shopping. Must see to appreciate. Call for details and appointment today. Beautiful home features spacious rooms, updated kitchen, full basement, attached garage, central air, fenced yard. Close to schools and shopping. Must see to appreciate. Call for details and appointment today. <box>225 853 331 888</box>
promo-amenity: 2-3 Bedroom <box>17 1285 49 1291</box>
ad-body: Beautiful home features spacious rooms, updated kitchen, full basement, attached garage, central air, fenced yard. Close to schools and shopping. Must see to appreciate. Call for details and appointment today. <box>777 271 882 291</box>
classified-ad <box>778 90 885 146</box>
ad-headline: CENTURY 21 <box>556 319 594 325</box>
ad-phone: 851-6700 <box>593 351 626 360</box>
classified-ad <box>667 465 773 515</box>
ad-body: Beautiful home features spacious rooms, updated kitchen, full basement, attached garage, central air, fenced yard. Close to schools and shopping. Must see to appreciate. Call for details and appointment today. <box>667 229 771 249</box>
section-heading: 326 Condos <box>667 18 773 32</box>
classified-ad <box>667 339 773 404</box>
ad-body: Beautiful home features spacious rooms, updated kitchen, full basement, attached garage, central air, fenced yard. Close to schools and shopping. Must see to appreciate. Call for details and appointment today. <box>225 49 329 69</box>
ad-body: Beautiful home features spacious rooms, updated kitchen, full basement, attached garage, central air, fenced yard. Close to schools and shopping. Must see to appreciate. Call for details and appointment today. <box>777 189 882 209</box>
ad-headline: CENTURY 21 <box>556 136 594 142</box>
ad-body: Beautiful home features spacious rooms, updated kitchen, full basement, attached garage, central air, fenced yard. Close to schools and shopping. Must see to appreciate. Call for details and appointment today. <box>556 391 661 411</box>
fine-print: Beautiful home features spacious rooms, updated kitchen, full basement, attached garage, central air, fenced yard. Close to schools and shopping. Must see to appreciate. Call for details and appointment today. Beautiful home features spacious rooms, updated kitchen, full basement, attached garage, central air, fenced yard. Close to schools and shopping. Must see to appreciate. Call for details and appointment today. <box>446 548 552 583</box>
ad-phone: 522-8000 <box>151 444 184 453</box>
ad-body: Beautiful home features spacious rooms, updated kitchen, full basement, attached garage, central air, fenced yard. Close to schools and shopping. Must see to appreciate. Call for details and appointment today. <box>114 393 219 413</box>
ad-body: Beautiful home features spacious rooms, updated kitchen, full basement, attached garage, central air, fenced yard. Close to schools and shopping. Must see to appreciate. Call for details and appointment today. <box>777 240 882 260</box>
ad-subline: Harry S. Wolfe, REALTORS <box>575 411 643 417</box>
ad-subline: HOMETOWN REALTORS <box>135 126 200 132</box>
fine-print: Beautiful home features spacious rooms, updated kitchen, full basement, attached garage, central air, fenced yard. Close to schools and shopping. Must see to appreciate. Call for details and appointment today. Beautiful home features spacious rooms, updated kitchen, full basement, attached garage, central air, fenced yard. Close to schools and shopping. Must see to appreciate. Call for details and appointment today. <box>777 527 884 562</box>
ad-body: Beautiful home features spacious rooms, updated kitchen, full basement, attached garage, central air, fenced yard. Close to schools and shopping. Must see to appreciate. Call for details and appointment today. <box>667 492 771 512</box>
fine-print: Beautiful home features spacious rooms, updated kitchen, full basement, attached garage, central air, fenced yard. Close to schools and shopping. Must see to appreciate. Call for details and appointment today. Beautiful home features spacious rooms, updated kitchen, full basement, attached garage, central air, fenced yard. Close to schools and shopping. Must see to appreciate. Call for details and appointment today. <box>335 708 441 743</box>
classified-ad <box>778 264 885 329</box>
ad-body: Beautiful home features spacious rooms, updated kitchen, full basement, attached garage, central air, fenced yard. Close to schools and shopping. Must see to appreciate. Call for details and appointment today. <box>225 150 329 170</box>
promo-special: SPECIAL <box>68 1200 156 1222</box>
ad-body: Beautiful home features spacious rooms, updated kitchen, full basement, attached garage, central air, fenced yard. Close to schools and shopping. Must see to appreciate. Call for details and appointment today. <box>446 297 550 317</box>
ad-body: Beautiful home features spacious rooms, updated kitchen, full basement, attached garage, central air, fenced yard. Close to schools and shopping. Must see to appreciate. Call for details and appointment today. <box>446 202 550 222</box>
ad-body: Beautiful home features spacious rooms, updated kitchen, full basement, attached garage, central air, fenced yard. Close to schools and shopping. Must see to appreciate. Call for details and appointment today. <box>114 75 219 95</box>
section-heading: 316 Westland Garden City <box>4 18 110 32</box>
ad-phone: 261-1600 <box>151 66 184 75</box>
ad-subline: Dynamic Realty, Inc. <box>252 69 303 75</box>
fine-print: Beautiful home features spacious rooms, updated kitchen, full basement, attached garage, central air, fenced yard. Close to schools and shopping. Must see to appreciate. Call for details and appointment today. Beautiful home features spacious rooms, updated kitchen, full basement, attached garage, central air, fenced yard. Close to schools and shopping. Must see to appreciate. Call for details and appointment today. <box>667 586 773 621</box>
ad-body: Beautiful home features spacious rooms, updated kitchen, full basement, attached garage, central air, fenced yard. Close to schools and shopping. Must see to appreciate. Call for details and appointment today. <box>225 342 329 362</box>
ad-headline: GREENPOINTE AT COPPER CREEK <box>335 334 438 340</box>
ad-body: Beautiful home features spacious rooms, updated kitchen, full basement, attached garage, central air, fenced yard. Close to schools and shopping. Must see to appreciate. Call for details and appointment today. <box>667 441 771 461</box>
column-4 <box>334 16 445 1410</box>
ad-phone: 646-6200 <box>593 285 626 294</box>
ad-subline: HOMETOWN REALTORS <box>24 72 89 78</box>
ad-body: Beautiful home features spacious rooms, updated kitchen, full basement, attached garage, central air, fenced yard. Close to schools and shopping. Must see to appreciate. Call for details and appointment today. <box>777 388 882 408</box>
column-5 <box>444 16 555 1410</box>
ad-body: Beautiful home features spacious rooms, updated kitchen, full basement, attached garage, central air, fenced yard. Close to schools and shopping. Must see to appreciate. Call for details and appointment today. <box>225 115 329 135</box>
ad-headline: RE/MAX 100 INC. <box>446 388 495 394</box>
ad-body: Beautiful home features spacious rooms, updated kitchen, full basement, attached garage, central air, fenced yard. Close to schools and shopping. Must see to appreciate. Call for details and appointment today. <box>446 40 550 60</box>
ad-body: Beautiful home features spacious rooms, updated kitchen, full basement, attached garage, central air, fenced yard. Close to schools and shopping. Must see to appreciate. Call for details and appointment today. <box>4 505 108 525</box>
column-6 <box>555 16 666 1410</box>
ad-body: Beautiful home features spacious rooms, updated kitchen, full basement, attached garage, central air, fenced yard. Close to schools and shopping. Must see to appreciate. Call for details and appointment today. <box>4 87 108 107</box>
section-heading: 326 Condos <box>446 18 552 32</box>
ad-brand: JOE MARCHESOTTI <box>16 369 98 393</box>
ad-phone: 477-1111 <box>704 255 735 264</box>
ad-body: Beautiful home features spacious rooms, updated kitchen, full basement, attached garage, central air, fenced yard. Close to schools and shopping. Must see to appreciate. Call for details and appointment today. <box>225 444 329 464</box>
promo-amenity: Private Courtyards <box>17 1297 63 1303</box>
ad-headline: 336 SOUTHERN PROPERTY <box>777 442 858 448</box>
fine-print: Beautiful home features spacious rooms, updated kitchen, full basement, attached garage, central air, fenced yard. Close to schools and shopping. Must see to appreciate. Call for details and appointment today. Beautiful home features spacious rooms, updated kitchen, full basement, attached garage, central air, fenced yard. Close to schools and shopping. Must see to appreciate. Call for details and appointment today. <box>225 748 331 783</box>
ad-headline: RED CARPET KEIM <box>114 34 171 40</box>
ad-subline: ALL CORPORATE <box>586 345 633 351</box>
section-heading: 326 Condos <box>336 18 442 32</box>
fine-print: Beautiful home features spacious rooms, updated kitchen, full basement, attached garage, central air, fenced yard. Close to schools and shopping. Must see to appreciate. Call for details and appointment today. Beautiful home features spacious rooms, updated kitchen, full basement, attached garage, central air, fenced yard. Close to schools and shopping. Must see to appreciate. Call for details and appointment today. <box>335 603 441 638</box>
promo-line1: DOWNTOWN FARMINGTON <box>59 1157 165 1166</box>
ad-phone: 646-1800 <box>372 183 405 192</box>
fine-print: Beautiful home features spacious rooms, updated kitchen, full basement, attached garage, central air, fenced yard. Close to schools and shopping. Must see to appreciate. Call for details and appointment today. Beautiful home features spacious rooms, updated kitchen, full basement, attached garage, central air, fenced yard. Close to schools and shopping. Must see to appreciate. Call for details and appointment today. <box>4 951 110 986</box>
ad-body: Beautiful home features spacious rooms, updated kitchen, full basement, attached garage, central air, fenced yard. Close to schools and shopping. Must see to appreciate. Call for details and appointment today. <box>114 232 219 252</box>
classified-ad <box>446 261 552 320</box>
section-heading: 317 Redford <box>115 18 221 32</box>
ad-headline: ADAMS WOODS MUST SELL! <box>225 418 310 424</box>
ad-body: Beautiful home features spacious rooms, updated kitchen, full basement, attached garage, central air, fenced yard. Close to schools and shopping. Must see to appreciate. Call for details and appointment today. <box>667 264 771 284</box>
classified-ad <box>446 195 552 260</box>
